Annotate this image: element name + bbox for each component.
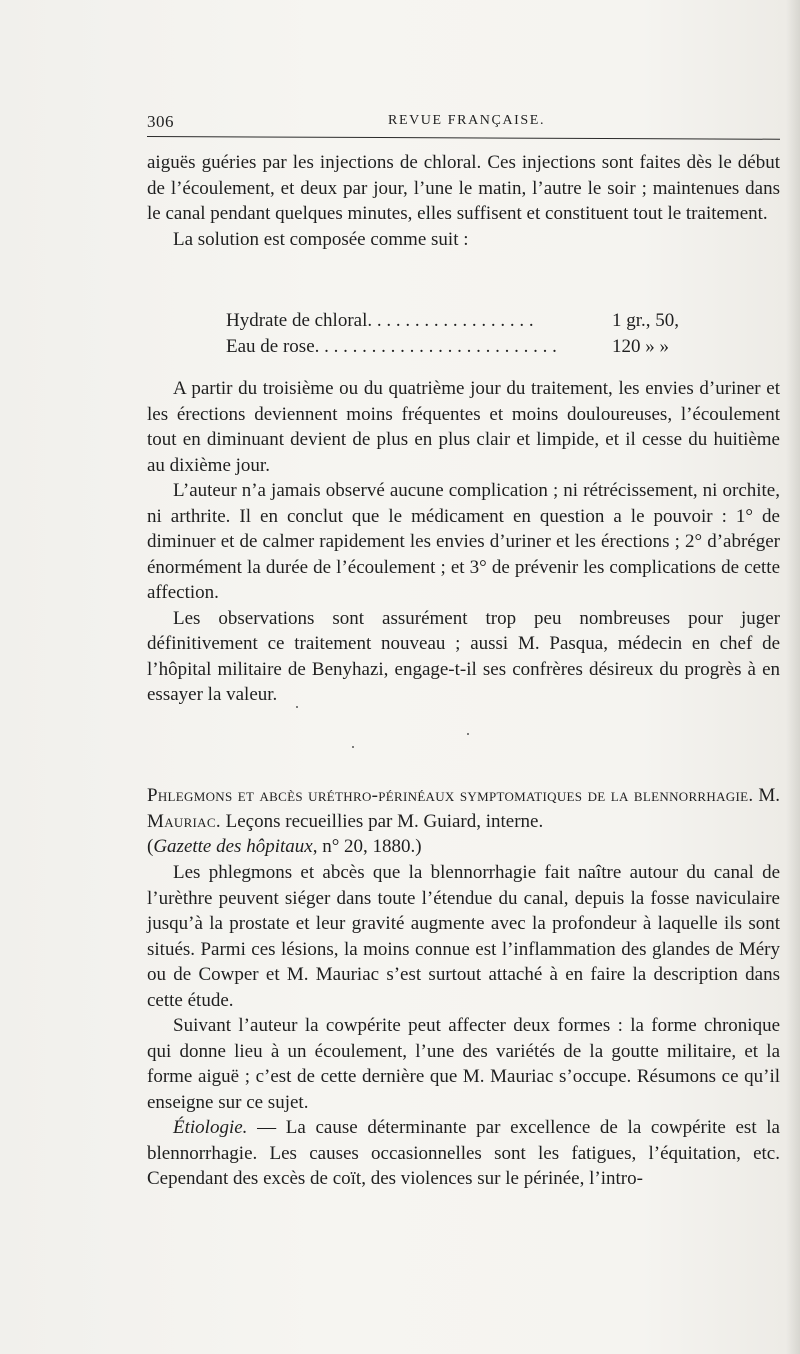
ink-speck bbox=[352, 746, 354, 748]
paragraph-text: — La cause déterminante par excellence de la cowpérite est la blennorrhagie. Les causes occasionnelles sont les fatigues, l’équitation, etc. Cependant des excès de coït, des violences sur le périnée, l’intro- bbox=[147, 1117, 780, 1189]
section-label-etiologie: Étiologie. bbox=[173, 1117, 248, 1138]
paragraph bbox=[147, 1115, 780, 1192]
formula-quantity: 1 gr., 50, bbox=[612, 310, 680, 331]
source-issue: , n° 20, 1880.) bbox=[312, 836, 422, 857]
article-title: Phlegmons et abcès uréthro-périnéaux symptomatiques de la blennorrhagie. bbox=[147, 785, 754, 806]
formula-quantity: 120 » » bbox=[612, 335, 669, 357]
formula-row bbox=[226, 334, 696, 360]
source-journal: Gazette des hôpitaux bbox=[153, 836, 313, 857]
author-name: Mauriac. bbox=[147, 810, 221, 832]
paragraph: Les phlegmons et abcès que la blennorrhagie fait naître autour du canal de l’urèthre peuvent siéger dans toute l’étendue du canal, depuis la fosse naviculaire jusqu’à la prostate et leur gravité augmente avec la profondeur à laquelle ils sont situés. Parmi ces lésions, la moins connue est l’inflammation des glandes de Méry ou de Cowper et M. Mauriac s’est surtout attaché à en faire la description dans cette étude. bbox=[147, 862, 780, 1011]
formula-row bbox=[226, 308, 696, 334]
ink-speck bbox=[467, 733, 469, 735]
text-block-phlegmons bbox=[147, 860, 780, 1192]
ink-speck bbox=[296, 706, 298, 708]
paragraph: Les observations sont assurément trop peu nombreuses pour juger définitivement ce traitement nouveau ; aussi M. Pasqua, médecin en chef de l’hôpital militaire de Benyhazi, engage-t-il ses confrères désireux du progrès à en essayer la valeur. bbox=[147, 607, 780, 705]
author-prefix: M. bbox=[753, 785, 780, 806]
paragraph: L’auteur n’a jamais observé aucune complication ; ni rétrécissement, ni orchite, ni arthrite. Il en conclut que le médicament en question a le pouvoir : 1° de diminuer et de calmer rapidement les envies d’uriner et les érections ; 2° d’abréger énormément la durée de l’écoulement ; et 3° de prévenir les complications de cette affection. bbox=[147, 480, 780, 603]
formula-table bbox=[226, 308, 696, 359]
page-number: 306 bbox=[147, 112, 174, 131]
source-open-paren: ( bbox=[147, 836, 154, 857]
article-heading bbox=[147, 783, 780, 860]
paragraph: A partir du troisième ou du quatrième jour du traitement, les envies d’uriner et les érections deviennent moins fréquentes et moins douloureuses, l’écoulement tout en diminuant devient de plus en plus clair et limpide, et il cesse du huitième au dixième jour. bbox=[147, 378, 780, 476]
formula-ingredient: Hydrate de chloral. . . . . . . . . . . . . . . . . . bbox=[226, 310, 534, 331]
paragraph: aiguës guéries par les injections de chloral. Ces injections sont faites dès le début de l’écoulement, et deux par jour, l’une le matin, l’autre le soir ; maintenues dans le canal pendant quelques minutes, elles suffisent et constituent tout le traitement. bbox=[147, 152, 780, 224]
paragraph: Suivant l’auteur la cowpérite peut affecter deux formes : la forme chronique qui donne lieu à un écoulement, l’une des variétés de la goutte militaire, et la forme aiguë ; c’est de cette dernière que M. Mauriac s’occupe. Résumons ce qu’il enseigne sur ce sujet. bbox=[147, 1015, 780, 1113]
paragraph: La solution est composée comme suit : bbox=[173, 228, 469, 250]
formula-ingredient: Eau de rose. . . . . . . . . . . . . . . . . . . . . . . . . . bbox=[226, 335, 557, 357]
text-block-chloral-injections bbox=[147, 150, 780, 252]
running-head: REVUE FRANÇAISE. bbox=[388, 113, 546, 128]
author-credit: Leçons recueillies par M. Guiard, interne. bbox=[220, 810, 544, 832]
page-header bbox=[147, 112, 777, 134]
text-block-treatment-results bbox=[147, 376, 780, 708]
page-gutter-shadow bbox=[786, 0, 800, 1354]
